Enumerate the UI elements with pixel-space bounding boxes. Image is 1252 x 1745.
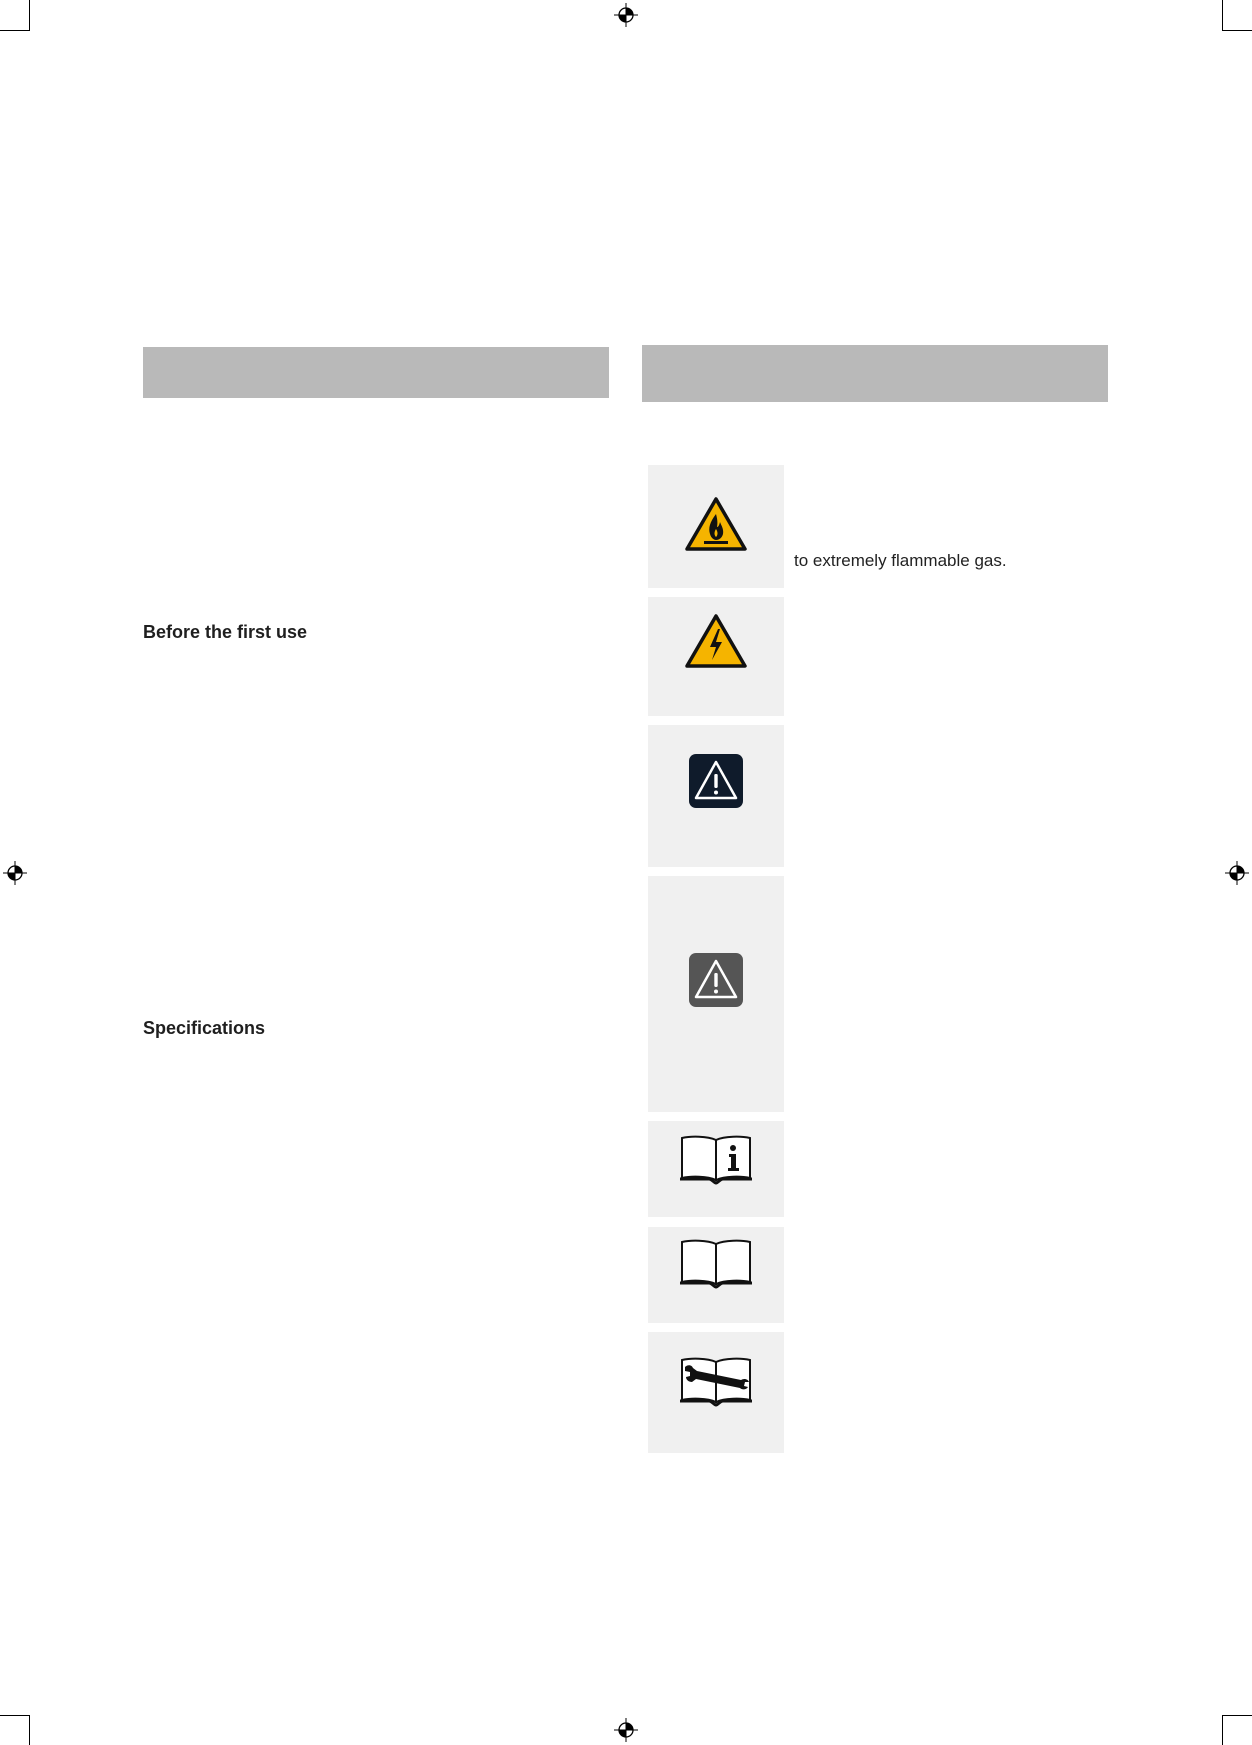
symbol-cell-flammable [648,465,784,588]
symbol-text-flammable: to extremely flammable gas. [794,551,1007,570]
symbol-cell-electric [648,597,784,716]
symbol-cell-caution [648,725,784,867]
crop-mark-bottom-left-h [0,1715,29,1716]
registration-mark-bottom [613,1717,639,1743]
caution-warning-icon [688,753,744,809]
crop-mark-top-right-h [1222,30,1252,31]
symbol-cell-read-manual [648,1227,784,1323]
registration-mark-right [1224,860,1250,886]
left-section-header-bar [143,347,609,398]
read-manual-info-icon [679,1132,753,1186]
crop-mark-bottom-right-h [1222,1715,1252,1716]
crop-mark-top-left-h [0,30,29,31]
heading-before-first-use: Before the first use [143,622,308,642]
right-section-header-bar [642,345,1108,402]
crop-mark-bottom-left-v [29,1715,30,1745]
symbol-cell-read-manual-info [648,1121,784,1217]
crop-mark-top-left-v [29,0,30,31]
read-manual-icon [679,1236,753,1290]
crop-mark-bottom-right-v [1222,1715,1223,1745]
crop-mark-top-right-v [1222,0,1223,31]
warning-notice-icon [688,952,744,1008]
heading-specifications: Specifications [143,1018,266,1038]
registration-mark-left [2,860,28,886]
electric-hazard-warning-icon [684,613,748,669]
symbol-cell-notice [648,876,784,1112]
flammable-gas-warning-icon [684,496,748,552]
registration-mark-top [613,2,639,28]
service-manual-wrench-icon [679,1354,753,1408]
symbol-cell-service-manual [648,1332,784,1453]
